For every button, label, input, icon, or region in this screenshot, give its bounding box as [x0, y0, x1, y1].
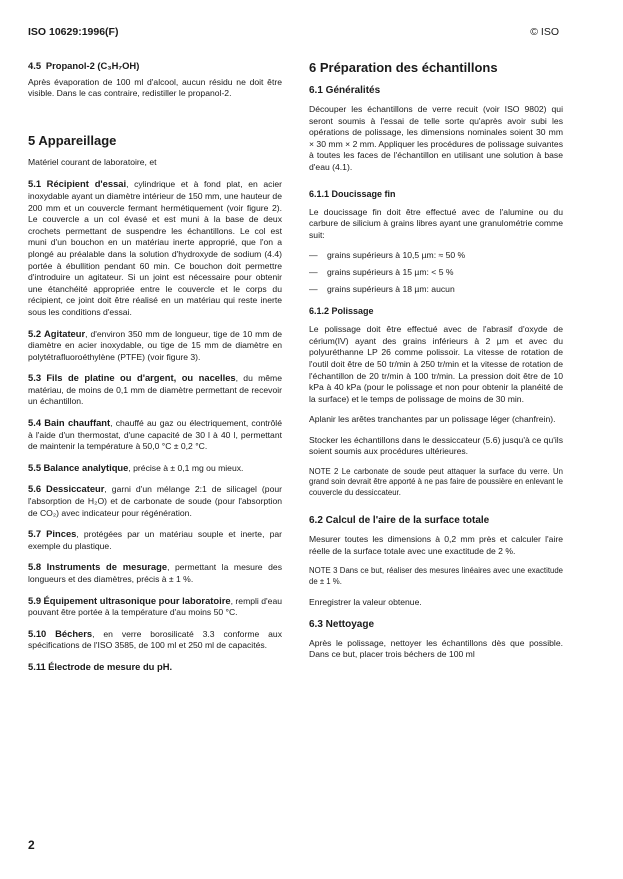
- item-number: 5.6: [28, 483, 42, 495]
- right-column: [309, 60, 563, 670]
- item-title: Agitateur: [44, 327, 86, 339]
- item-number: 5.10: [28, 627, 47, 639]
- apparatus-item: [28, 328, 282, 364]
- item-number: 5.7: [28, 528, 42, 540]
- page-number: 2: [28, 838, 35, 852]
- item-title: Équipement ultrasonique pour laboratoire: [43, 594, 231, 606]
- item-number: 5.4: [28, 417, 42, 429]
- item-text: , cylindrique et à fond plat, en acier inoxydable ayant un diamètre intérieur de 150 mm, une hauteur de 200 mm et un couvercle fermant hermétiquement (voir figure 2). Le couvercle a un col évasé et est muni à la base de deux crochets permettant de suspendre les échantillons. Le col est muni d'un bouchon en un matériau inerte approprié, que l'on a plongé au préalable dans la solution d'hydroxyde de sodium (4.4) portée à ébullition pendant 60 min. Ce bouchon doit permettre d'introduire un agitateur. Si un joint est nécessaire pour obtenir une étanchéité appropriée entre le couvercle et le corps du récipient, ce joint doit être réalisé en un matériau qui reste inerte sous les conditions d'essai.: [28, 179, 282, 317]
- section-6-1-2-text3: Stocker les échantillons dans le dessiccateur (5.6) jusqu'à ce qu'ils soient soumis aux procédures ultérieures.: [309, 434, 563, 457]
- section-6-2-text1: Mesurer toutes les dimensions à 0,2 mm près et calculer l'aire réelle de la surface totale avec une exactitude de 2 %.: [309, 534, 563, 556]
- item-title: Béchers: [55, 627, 93, 639]
- item-text: , en verre borosilicaté 3.3 conforme aux spécifications de l'ISO 3585, de 100 ml et 250 ml de capacités.: [28, 628, 282, 651]
- section-4-5-text: Après évaporation de 100 ml d'alcool, aucun résidu ne doit être visible. Dans le cas contraire, redistiller le propanol-2.: [28, 76, 282, 99]
- section-4-5: [28, 60, 282, 73]
- section-5-heading: 5 Appareillage: [28, 132, 117, 148]
- item-title: Instruments de mesurage: [46, 561, 168, 573]
- item-title: Dessiccateur: [46, 483, 105, 495]
- list-item: — grains supérieurs à 18 µm: aucun: [309, 284, 563, 296]
- item-text: , garni d'un mélange 2:1 de silicagel (pour l'absorption de H₂O) et de carbonate de soude (pour l'absorption de CO₂) avec indicateur pour régénération.: [28, 484, 282, 518]
- section-6-1-2-text1: Le polissage doit être effectué avec de l'abrasif d'oxyde de cérium(IV) ayant des grains inférieurs à 2 µm et avec du polyuréthanne LP 26 comme polissoir. La vitesse de rotation de l'outil doit être de 50 tr/min à 250 tr/min et la vitesse de rotation de l'échantillon de 20 tr/min à 100 tr/min. La pression doit être de 10 kPa à 40 kPa (pour le polissage et non pour obtenir la planéité de la surface) et le temps de polissage de moins de 30 min.: [309, 324, 563, 404]
- section-6-1-2-text2: Aplanir les arêtes tranchantes par un polissage léger (chanfrein).: [309, 414, 556, 425]
- apparatus-item: [28, 528, 282, 552]
- apparatus-item: [28, 417, 282, 453]
- item-text: , du même matériau, de moins de 0,1 mm de diamètre permettant de recevoir un échantillon.: [28, 373, 282, 407]
- section-6-1-heading: 6.1 Généralités: [309, 85, 381, 96]
- item-number: 5.2: [28, 327, 42, 339]
- item-text: , précise à ± 0,1 mg ou mieux.: [128, 462, 244, 473]
- list-item: — grains supérieurs à 15 µm: < 5 %: [309, 267, 563, 279]
- item-number: 5.9: [28, 594, 42, 606]
- left-column: [28, 60, 282, 683]
- item-text: , chauffé au gaz ou électriquement, contrôlé à l'aide d'un thermostat, d'une capacité de 30 l à 40 l, permettant de maintenir la température à 50,0 °C ± 0,2 °C.: [28, 418, 282, 452]
- section-number: 4.5: [28, 60, 42, 71]
- apparatus-item: [28, 372, 282, 408]
- item-number: 5.11: [28, 660, 46, 672]
- note-2: NOTE 2 Le carbonate de soude peut attaquer la surface du verre. Un grand soin devrait être apporté à ne pas faire de poussière en enlevant le couvercle du dessiccateur.: [309, 467, 563, 497]
- section-6-1-1-text: Le doucissage fin doit être effectué avec de l'alumine ou du carbure de silicium à grains libres ayant une granulométrie comme suit:: [309, 206, 563, 240]
- item-title: Fils de platine ou d'argent, ou nacelles: [46, 372, 236, 384]
- item-text: , permettant la mesure des longueurs et des diamètres, précis à ± 1 %.: [28, 562, 283, 584]
- apparatus-item: [28, 661, 282, 674]
- granulometry-list: [309, 250, 563, 295]
- section-title: Propanol-2 (C₃H₇OH): [45, 60, 140, 71]
- item-title: Pinces: [46, 528, 77, 540]
- apparatus-item: [28, 462, 282, 475]
- item-text: , protégées par un matériau souple et inerte, par exemple du plastique.: [28, 529, 282, 551]
- item-title: Récipient d'essai: [46, 178, 127, 190]
- item-title: Bain chauffant: [44, 417, 111, 429]
- section-6-2-text2: Enregistrer la valeur obtenue.: [309, 597, 422, 608]
- section-6-3-heading: 6.3 Nettoyage: [309, 618, 375, 630]
- item-text: , d'environ 350 mm de longueur, tige de 10 mm de diamètre en acier inoxydable, ou tige de 15 mm de diamètre en polytétrafluoroéthylène (PTFE) (voir figure 3).: [28, 328, 283, 362]
- item-text: , rempli d'eau pouvant être portée à la température d'au moins 50 °C.: [28, 595, 283, 618]
- item-title: Électrode de mesure du pH.: [48, 660, 173, 672]
- item-number: 5.5: [28, 461, 42, 473]
- note-3: NOTE 3 Dans ce but, réaliser des mesures linéaires avec une exactitude de ± 1 %.: [309, 566, 563, 586]
- item-number: 5.1: [28, 178, 42, 190]
- apparatus-item: [28, 628, 282, 652]
- apparatus-item: [28, 595, 282, 619]
- section-5-intro: Matériel courant de laboratoire, et: [28, 156, 157, 167]
- apparatus-item: [28, 483, 282, 519]
- apparatus-item: [28, 561, 282, 585]
- section-6-heading: 6 Préparation des échantillons: [309, 60, 498, 75]
- header-standard: ISO 10629:1996(F): [28, 26, 119, 38]
- item-number: 5.3: [28, 372, 42, 384]
- apparatus-list: [28, 178, 282, 673]
- section-6-3-text: Après le polissage, nettoyer les échantillons dès que possible. Dans ce but, placer trois béchers de 100 ml: [309, 637, 563, 660]
- item-number: 5.8: [28, 561, 42, 573]
- section-6-1-text: Découper les échantillons de verre recuit (voir ISO 9802) qui seront soumis à l'essai de telle sorte qu'après avoir subi les opérations de polissage, les dimensions nominales soient 30 mm × 30 mm × 2 mm. Appliquer les procédures de polissage suivantes à toutes les faces de l'échantillon en utilisant une solution à base d'eau (4.1).: [309, 104, 563, 172]
- header-copyright: © ISO: [530, 26, 559, 38]
- section-6-1-2-heading: 6.1.2 Polissage: [309, 306, 374, 317]
- section-6-2-heading: 6.2 Calcul de l'aire de la surface totale: [309, 515, 490, 527]
- section-6-1-1-heading: 6.1.1 Doucissage fin: [309, 188, 396, 199]
- list-item: — grains supérieurs à 10,5 µm: ≈ 50 %: [309, 250, 563, 262]
- item-title: Balance analytique: [43, 461, 129, 473]
- apparatus-item: [28, 178, 282, 318]
